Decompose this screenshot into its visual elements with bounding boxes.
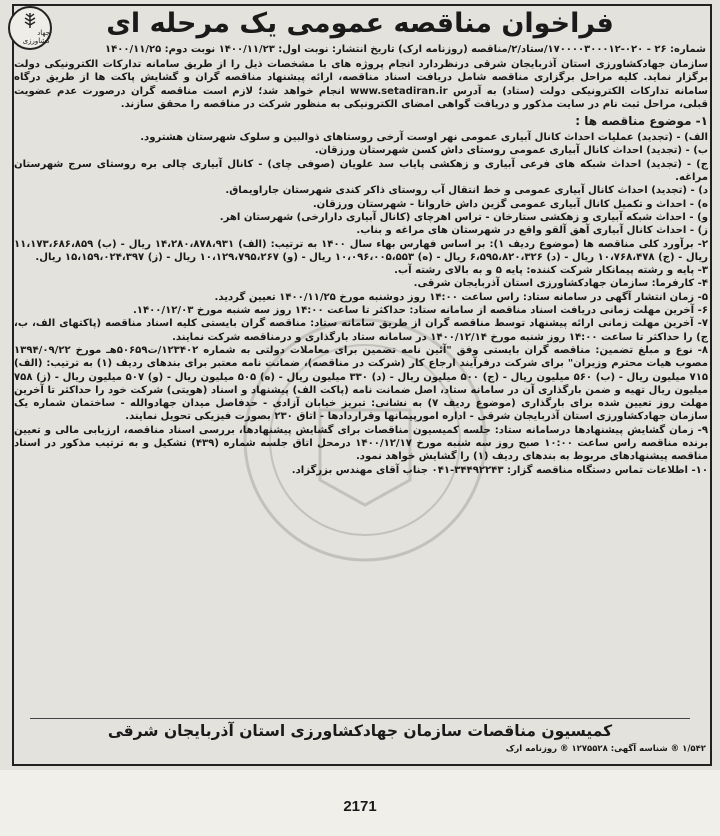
clause: ۶- آخرین مهلت زمانی دریافت اسناد مناقصه از سامانه ستاد: حداکثر تا ساعت ۱۴:۰۰ روز سه شنبه مورخ ۱۴۰۰/۱۲/۰۳.	[132, 305, 708, 317]
notice-body	[14, 58, 708, 477]
clause: ۱۰- اطلاعات تماس دستگاه مناقصه گزار: ۳۴۴۹۲۲۴۳-۰۴۱ جناب آقای مهندس بزرگزاد.	[291, 464, 708, 476]
clause: ۴- کارفرما: سازمان جهادکشاورزی استان آذربایجان شرقی.	[413, 278, 708, 290]
clause: ۳- پایه و رشته پیمانکار شرکت کننده: پایه ۵ و به بالای رشته آب.	[394, 265, 708, 277]
commission-signature: کمیسیون مناقصات سازمان جهادکشاورزی استان آذربایجان شرقی	[107, 722, 613, 740]
list-item: ز) - احداث کانال آبیاری آهق آلقو واقع در شهرستان های مراغه و بناب.	[356, 225, 708, 237]
logo-text: جهاد کشاورزی	[22, 29, 50, 45]
notice-meta-line: شماره: ۲۶ - ۰۲۰-۱۷۰۰۰۰۳۰۰۰۱۲/ستاد/۲/مناقصه (روزنامه ارک) تاریخ انتشار: نوبت اول: ۱۴۰۰/۱۱/۲۳ نوبت دوم: ۱۴۰۰/۱۱/۲۵	[105, 44, 706, 55]
page-title: فراخوان مناقصه عمومی یک مرحله ای	[106, 8, 614, 39]
clause: ۷- آخرین مهلت زمانی ارائه پیشنهاد توسط مناقصه گران از طریق سامانه ستاد: مناقصه گران بایستی کلیه اسناد مناقصه (پاکتهای الف، ب، ج) را حداکثر تا ساعت ۱۴:۰۰ روز شنبه مورخ ۱۴۰۰/۱۲/۱۴ در سامانه ستاد بارگذاری و درمناقصه شرکت نمایند.	[14, 318, 708, 343]
clause: ۲- برآورد کلی مناقصه ها (موضوع ردیف ۱): بر اساس فهارس بهاء سال ۱۴۰۰ به ترتیب: (الف) ۱۴،۲۸۰،۸۷۸،۹۳۱ ریال - (ب) ۱۱،۱۷۳،۶۸۶،۸۵۹ ریال - (ج) ۱۰،۷۶۸،۴۷۸ ریال - (د) ۶،۵۹۵،۸۲۰،۳۲۶ ریال - (ه) ۱۰،۰۹۶،۰۰۵،۵۵۳ ریال - (و) ۱۰،۱۲۹،۷۹۵،۲۶۷ ریال - (ز) ۱۵،۱۵۹،۰۲۴،۳۹۷ ریال.	[14, 238, 708, 263]
list-item: د) - (تجدید) احداث کانال آبیاری عمومی و خط انتقال آب روستای ذاکر کندی شهرستان جاراویماق.	[225, 185, 708, 197]
list-item: ج) - (تجدید) احداث شبکه های فرعی آبیاری و زهکشی پایاب سد علویان (صوفی چای) - کانال آبیاری چالی بره روستای سرج شهرستان مراغه.	[14, 158, 708, 184]
clause: ۸- نوع و مبلغ تضمین: مناقصه گران بایستی وفق "آئین نامه تضمین برای معاملات دولتی به شماره ۱۲۳۴۰۲/ت۵۰۶۵۹هـ مورخ ۱۳۹۴/۰۹/۲۲ مصوب هیات محترم وزیران" برای شرکت درفرآیند ارجاع کار (شرکت در مناقصه)، ضمانت نامه معتبر برای بندهای ردیف (۱) به ترتیب: (الف) ۷۱۵ میلیون ریال - (ب) ۵۶۰ میلیون ریال - (ج) ۵۰۰ میلیون ریال - (د) ۳۳۰ میلیون ریال - (ه) ۵۰۵ میلیون ریال - (و) ۵۰۷ میلیون ریال - (ز) ۷۵۸ میلیون ریال تهیه و ضمن بارگذاری آن در سامانه ستاد، اصل ضمانت نامه (پاکت الف) پیشنهاد و اسناد (هویتی) شرکت خود را حداکثر تا آخرین مهلت روز تعیین شده برای بارگذاری (موضوع ردیف ۷) به نشانی: تبریز خیابان آزادی - حدفاصل میدان جهادوالله - ساختمان شماره یک سازمان جهادکشاورزی استان آذربایجان شرقی - اداره امورپیمانها وقراردادها - اتاق ۲۳۰ بصورت فیزیکی تحویل نمایند.	[14, 344, 709, 423]
list-item: الف) - (تجدید) عملیات احداث کانال آبیاری عمومی نهر اوست آرخی روستاهای ذوالبین و سلوک شهرستان هشترود.	[140, 132, 708, 144]
clause: ۵- زمان انتشار آگهی در سامانه ستاد: راس ساعت ۱۴:۰۰ روز دوشنبه مورخ ۱۴۰۰/۱۱/۲۵ تعیین گردید.	[214, 291, 708, 303]
section-heading: ۱- موضوع مناقصه ها :	[575, 114, 708, 129]
clause: ۹- زمان گشایش پیشنهادها درسامانه ستاد: جلسه کمیسیون مناقصات برای گشایش پیشنهادها، بررسی اسناد مناقصه، ارزیابی مالی و تعیین برنده مناقصه راس ساعت ۱۰:۰۰ صبح روز سه شنبه مورخ ۱۴۰۰/۱۲/۱۷ درمحل اتاق جلسه شماره (۴۳۹) تشکیل و به ترتیب مذکور در اسناد مناقصه پیشنهادهای مربوط به بندهای ردیف (۱) را گشایش خواهد نمود.	[14, 424, 708, 463]
list-item: ب) - (تجدید) احداث کانال آبیاری عمومی روستای داش کسن شهرستان ورزقان.	[314, 145, 708, 157]
intro-paragraph: سازمان جهادکشاورزی استان آذربایجان شرقی درنظردارد انجام پروژه های با مشخصات ذیل را از طریق سامانه تدارکات الکترونیکی دولت برگزار نماید. کلیه مراحل برگزاری مناقصه شامل دریافت اسناد مناقصه، ارائه پیشنهاد مناقصه گران و گشایش پاکت ها از طریق درگاه سامانه تدارکات الکترونیکی دولت (ستاد) به آدرس www.setadiran.ir انجام خواهد شد؛ لازم است مناقصه گران درصورت عدم عضویت قبلی، مراحل ثبت نام در سایت مذکور و دریافت گواهی امضای الکترونیکی به منظور شرکت در مناقصه را محقق سازند.	[14, 59, 708, 110]
list-item: ه) - احداث و تکمیل کانال آبیاری عمومی گزین داش خاروانا - شهرستان ورزقان.	[312, 198, 708, 210]
list-item: و) - احداث شبکه آبیاری و زهکشی ستارخان - تراس اهرچای (کانال آبیاری دارارخی) شهرستان اهر.	[219, 211, 708, 223]
ad-id-line: ۱/۵۴۲ ® شناسه آگهی: ۱۲۷۵۵۲۸ ® روزنامه ارک	[505, 744, 706, 754]
divider	[30, 718, 690, 719]
page-number: 2171	[343, 798, 377, 815]
